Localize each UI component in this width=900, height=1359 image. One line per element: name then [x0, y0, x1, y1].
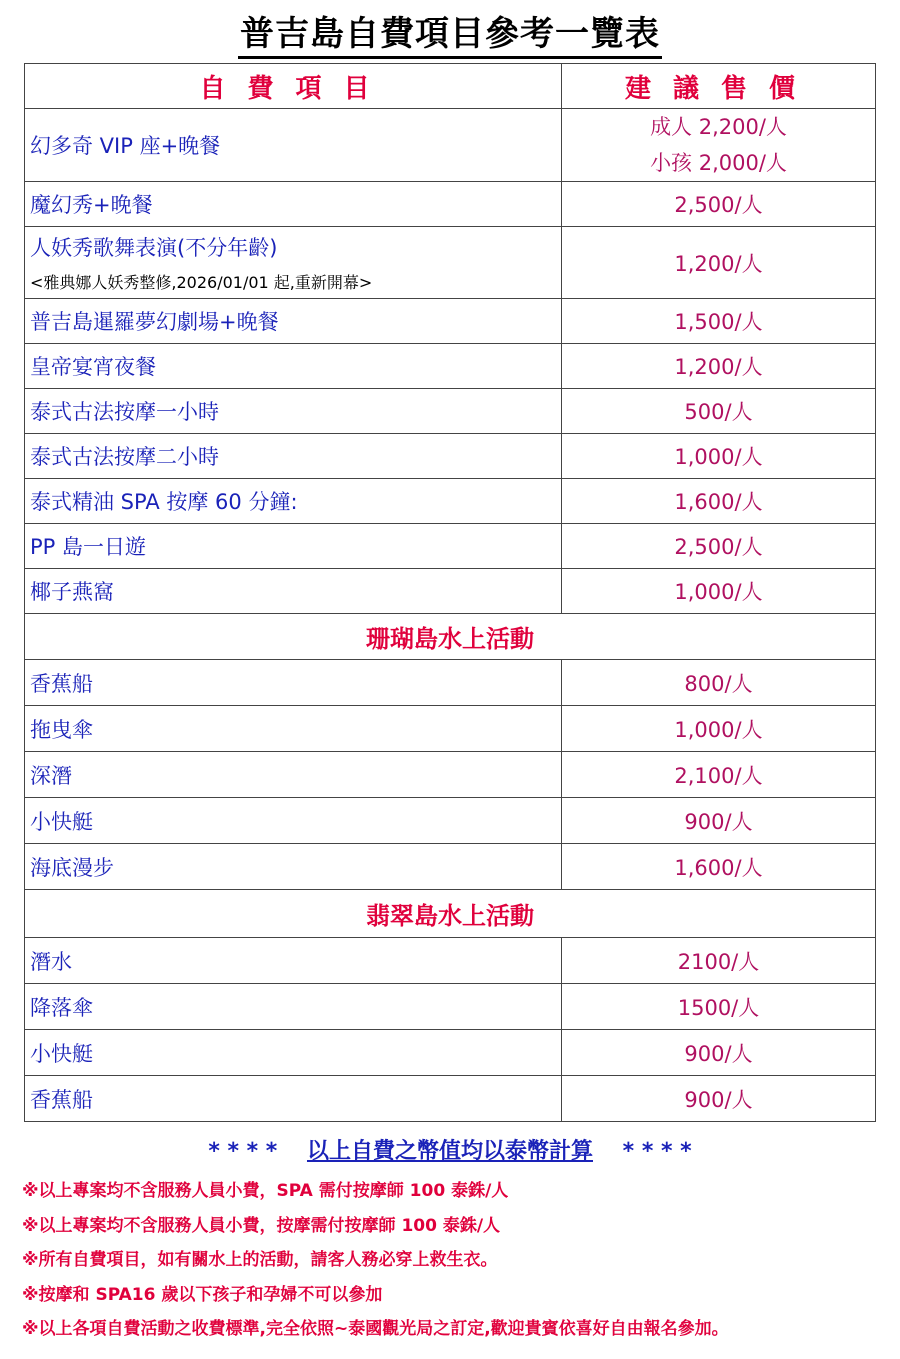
- price-cell: 2,500/人: [562, 182, 876, 227]
- item-cell: 拖曳傘: [25, 706, 562, 752]
- price-cell: 1,600/人: [562, 479, 876, 524]
- item-cell: [25, 227, 562, 299]
- table-header-row: [25, 64, 876, 109]
- item-cell: 泰式精油 SPA 按摩 60 分鐘:: [25, 479, 562, 524]
- table-row: [25, 660, 876, 706]
- price-cell: 2,500/人: [562, 524, 876, 569]
- section-title-coral: 珊瑚島水上活動: [25, 614, 876, 660]
- price-cell: [562, 109, 876, 182]
- section-header-row: [25, 890, 876, 938]
- table-row: [25, 984, 876, 1030]
- stars-left: * * * *: [208, 1139, 278, 1164]
- price-cell: 2100/人: [562, 938, 876, 984]
- item-subnote: <雅典娜人妖秀整修,2026/01/01 起,重新開幕>: [30, 273, 373, 292]
- item-cell: 泰式古法按摩二小時: [25, 434, 562, 479]
- price-cell: 500/人: [562, 389, 876, 434]
- price-cell: 1,200/人: [562, 227, 876, 299]
- table-row: [25, 1076, 876, 1122]
- price-cell: 2,100/人: [562, 752, 876, 798]
- item-cell: 香蕉船: [25, 1076, 562, 1122]
- page-title: 普吉島自費項目參考一覽表: [238, 12, 662, 59]
- table-row: [25, 434, 876, 479]
- table-row: [25, 524, 876, 569]
- currency-note: 以上自費之幣值均以泰幣計算: [306, 1139, 593, 1164]
- table-row: [25, 344, 876, 389]
- price-cell: 900/人: [562, 1030, 876, 1076]
- section-title-emerald: 翡翠島水上活動: [25, 890, 876, 938]
- item-cell: 普吉島暹羅夢幻劇場+晚餐: [25, 299, 562, 344]
- price-cell: 1,200/人: [562, 344, 876, 389]
- note-item: ※以上專案均不含服務人員小費，按摩需付按摩師 100 泰銖/人: [22, 1215, 501, 1236]
- price-cell: 1500/人: [562, 984, 876, 1030]
- header-price: 建議售價: [562, 64, 876, 109]
- price-table: [24, 63, 876, 1122]
- table-row: [25, 389, 876, 434]
- price-adult: 成人 2,200/人: [650, 115, 787, 139]
- item-cell: 魔幻秀+晚餐: [25, 182, 562, 227]
- price-cell: 1,500/人: [562, 299, 876, 344]
- note-item: ※按摩和 SPA16 歲以下孩子和孕婦不可以參加: [22, 1284, 383, 1305]
- item-label: 人妖秀歌舞表演(不分年齡): [30, 236, 278, 260]
- table-row: [25, 299, 876, 344]
- item-cell: 降落傘: [25, 984, 562, 1030]
- table-row: [25, 844, 876, 890]
- item-cell: 椰子燕窩: [25, 569, 562, 614]
- stars-right: * * * *: [622, 1139, 692, 1164]
- table-row: [25, 479, 876, 524]
- table-row: [25, 798, 876, 844]
- table-body: [25, 109, 876, 1122]
- price-cell: 1,600/人: [562, 844, 876, 890]
- page-title-wrap: [0, 12, 900, 59]
- item-cell: 香蕉船: [25, 660, 562, 706]
- table-row: [25, 706, 876, 752]
- item-cell: 皇帝宴宵夜餐: [25, 344, 562, 389]
- notes-list: [22, 1177, 882, 1350]
- table-row: [25, 1030, 876, 1076]
- note-item: ※以上各項自費活動之收費標準,完全依照~泰國觀光局之訂定,歡迎貴賓依喜好自由報名參加。: [22, 1319, 729, 1340]
- item-cell: 小快艇: [25, 798, 562, 844]
- item-cell: PP 島一日遊: [25, 524, 562, 569]
- price-child: 小孩 2,000/人: [650, 151, 787, 175]
- table-row: [25, 938, 876, 984]
- table-row: [25, 227, 876, 299]
- note-item: ※所有自費項目，如有關水上的活動，請客人務必穿上救生衣。: [22, 1250, 498, 1271]
- item-cell: 泰式古法按摩一小時: [25, 389, 562, 434]
- price-cell: 900/人: [562, 798, 876, 844]
- table-row: [25, 752, 876, 798]
- note-item: ※以上專案均不含服務人員小費，SPA 需付按摩師 100 泰銖/人: [22, 1181, 509, 1201]
- item-cell: 幻多奇 VIP 座+晚餐: [25, 109, 562, 182]
- price-cell: 900/人: [562, 1076, 876, 1122]
- item-cell: 海底漫步: [25, 844, 562, 890]
- item-cell: 潛水: [25, 938, 562, 984]
- item-cell: 小快艇: [25, 1030, 562, 1076]
- table-row: [25, 569, 876, 614]
- price-cell: 800/人: [562, 660, 876, 706]
- price-cell: 1,000/人: [562, 434, 876, 479]
- currency-note-line: [0, 1134, 900, 1165]
- header-item: 自費項目: [25, 64, 562, 109]
- price-cell: 1,000/人: [562, 569, 876, 614]
- table-row: [25, 182, 876, 227]
- price-cell: 1,000/人: [562, 706, 876, 752]
- section-header-row: [25, 614, 876, 660]
- table-row: [25, 109, 876, 182]
- item-cell: 深潛: [25, 752, 562, 798]
